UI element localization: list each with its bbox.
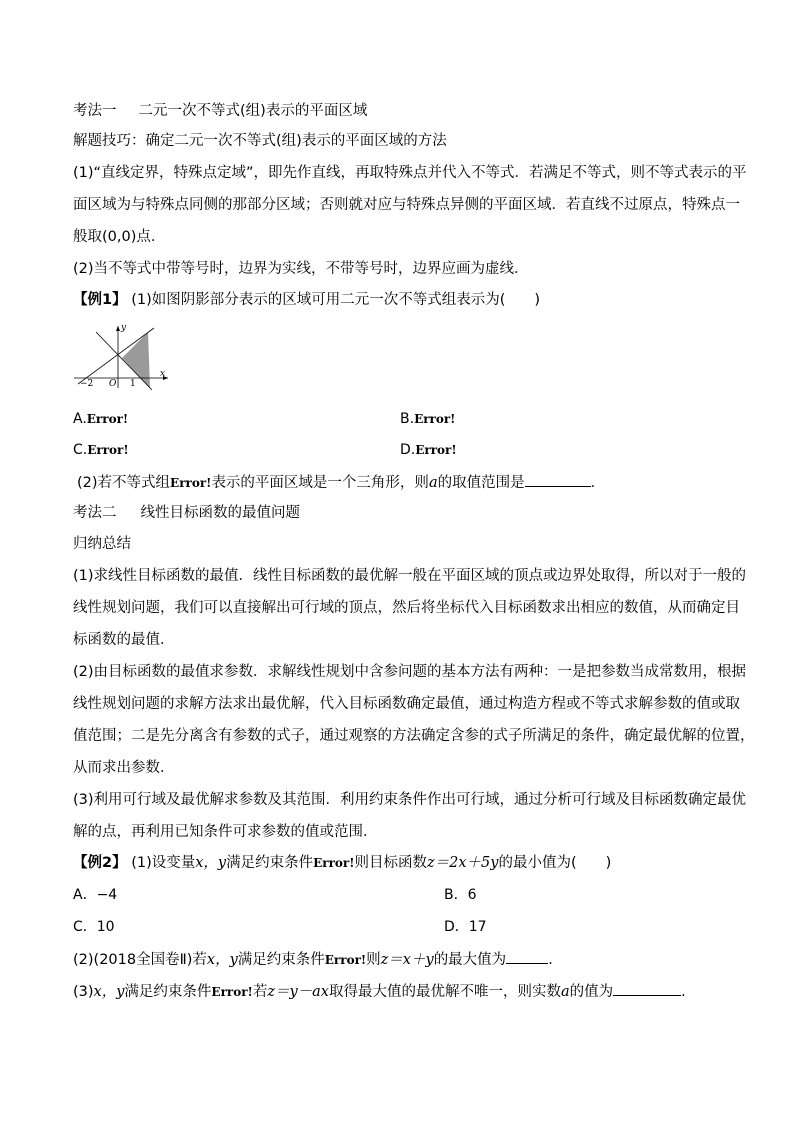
section1-label: 考法一	[73, 103, 117, 119]
section2-title: 线性目标函数的最值问题	[140, 505, 300, 521]
example2-option-d[interactable]: D．17	[444, 919, 487, 935]
e2q3-post: 取得最大值的最优解不唯一，则实数	[328, 984, 561, 1000]
example1-option-a[interactable]	[73, 409, 128, 429]
e2q2-post: 的最大值为	[433, 952, 507, 968]
fig-y-label: y	[121, 323, 127, 333]
s2-para1-line3: 标函数的最值．	[73, 632, 175, 648]
s2-para2-line2: 线性规划问题的求解方法求出最优解，代入目标函数确定最值，通过构造方程或不等式求解参数的值或取	[73, 696, 740, 712]
option-b-letter: B.	[400, 411, 415, 427]
e1q2-end: ．	[590, 475, 606, 491]
e2q3-pre: (3)	[73, 984, 94, 1000]
e2q2-error: Error!	[324, 953, 367, 967]
e1q2-var: a	[428, 475, 438, 491]
s2-para2-line4: 从而求出参数．	[73, 760, 175, 776]
example1-label: 【例1】	[73, 292, 127, 308]
option-b-content: Error!	[414, 412, 456, 426]
example1-figure	[72, 322, 172, 390]
example2-part3	[73, 981, 696, 1002]
s1-para1-line3: 般取(0,0)点．	[73, 229, 166, 245]
e1q2-answer-blank[interactable]	[525, 472, 591, 487]
s2-para2-line3: 值范围；二是先分离含有参数的式子，通过观察的方法确定含参的式子所满足的条件，确定最优解的位置，	[73, 728, 755, 744]
e2q3-error: Error!	[211, 985, 253, 999]
example1-part2	[77, 472, 605, 493]
e2q3-vars: x，y	[93, 984, 125, 1000]
fig-origin: O	[109, 379, 117, 389]
e2-error: Error!	[313, 856, 355, 870]
section2-heading	[73, 503, 300, 523]
e2q3-mid2: 若	[252, 984, 268, 1000]
section2-summary-label: 归纳总结	[73, 536, 131, 552]
section1-tip: 解题技巧：确定二元一次不等式(组)表示的平面区域的方法	[73, 133, 447, 149]
option-c-content: Error!	[87, 443, 129, 457]
section1-title: 二元一次不等式(组)表示的平面区域	[138, 103, 368, 119]
y-axis-arrow	[116, 326, 120, 331]
e2-pre: (1)设变量	[131, 855, 196, 871]
example1-option-d[interactable]	[400, 440, 457, 460]
section2-label: 考法二	[73, 505, 117, 521]
example2-question	[73, 853, 611, 873]
s1-para1-line1: (1)“直线定界，特殊点定域”，即先作直线，再取特殊点并代入不等式．若满足不等式，则不等式表示的平	[73, 165, 747, 181]
example1-question	[73, 290, 540, 310]
example2-part2	[73, 949, 563, 970]
e2-mid: 满足约束条件	[226, 855, 314, 871]
s2-para2-line1: (2)由目标函数的最值求参数．求解线性规划中含参问题的基本方法有两种：一是把参数当成常数用，根据	[73, 664, 747, 680]
e1q2-post: 的取值范围是	[437, 475, 525, 491]
option-a-content: Error!	[86, 412, 129, 426]
e2q3-end: ．	[681, 984, 696, 1000]
example1-option-c[interactable]	[73, 440, 129, 460]
e2-mid2: 则目标函数	[354, 855, 428, 871]
example1-option-b[interactable]	[400, 409, 455, 429]
e1q2-pre: (2)若不等式组	[77, 475, 171, 491]
s2-para1-line1: (1)求线性目标函数的最值．线性目标函数的最优解一般在平面区域的顶点或边界处取得，所以对于一般的	[73, 568, 747, 584]
e2q3-expr: z＝y－ax	[267, 984, 329, 1000]
e2q2-expr: z＝x＋y	[380, 952, 434, 968]
example2-label: 【例2】	[73, 855, 127, 871]
e1q2-error: Error!	[170, 476, 212, 490]
s2-para1-line2: 线性规划问题，我们可以直接解出可行域的顶点，然后将坐标代入目标函数求出相应的数值，从而确定目	[73, 600, 740, 616]
e2-expr: z＝2x＋5y	[427, 855, 499, 871]
e2q2-end: ．	[548, 952, 563, 968]
option-c-letter: C.	[73, 442, 88, 458]
option-a-letter: A.	[73, 411, 87, 427]
e2-post: 的最小值为( )	[498, 855, 612, 871]
e2q2-mid: 满足约束条件	[237, 952, 325, 968]
s1-para2: (2)当不等式中带等号时，边界为实线，不带等号时，边界应画为虚线．	[73, 261, 529, 277]
e2-vars: x，y	[195, 855, 227, 871]
s2-para3-line1: (3)利用可行域及最优解求参数及其范围．利用约束条件作出可行域，通过分析可行域及目标函数确定最优	[73, 792, 747, 808]
e2q2-pre: (2)(2018全国卷Ⅱ)若	[73, 952, 207, 968]
shaded-region	[122, 332, 150, 388]
fig-tick-1: 1	[130, 379, 136, 389]
e2q3-var: a	[560, 984, 570, 1000]
e2q3-answer-blank[interactable]	[613, 981, 681, 996]
section1-heading	[73, 101, 367, 121]
e2q2-mid2: 则	[366, 952, 381, 968]
e2q3-mid: 满足约束条件	[124, 984, 212, 1000]
example2-option-b[interactable]: B．6	[444, 887, 477, 903]
fig-x-label: x	[160, 369, 166, 379]
option-d-content: Error!	[415, 443, 457, 457]
example1-text: (1)如图阴影部分表示的区域可用二元一次不等式组表示为( )	[131, 292, 541, 308]
fig-tick-neg2: −2	[80, 379, 94, 389]
option-d-letter: D.	[400, 442, 416, 458]
example2-option-c[interactable]: C．10	[73, 919, 115, 935]
e2q2-vars: x，y	[206, 952, 238, 968]
s2-para3-line2: 解的点，再利用已知条件可求参数的值或范围．	[73, 824, 378, 840]
e2q3-post2: 的值为	[569, 984, 614, 1000]
e1q2-mid: 表示的平面区域是一个三角形，则	[211, 475, 429, 491]
s1-para1-line2: 面区域为与特殊点同侧的那部分区域；否则就对应与特殊点异侧的平面区域．若直线不过原点，特殊点一	[73, 197, 740, 213]
example2-option-a[interactable]: A．−4	[73, 887, 118, 903]
e2q2-answer-blank[interactable]	[506, 949, 548, 964]
